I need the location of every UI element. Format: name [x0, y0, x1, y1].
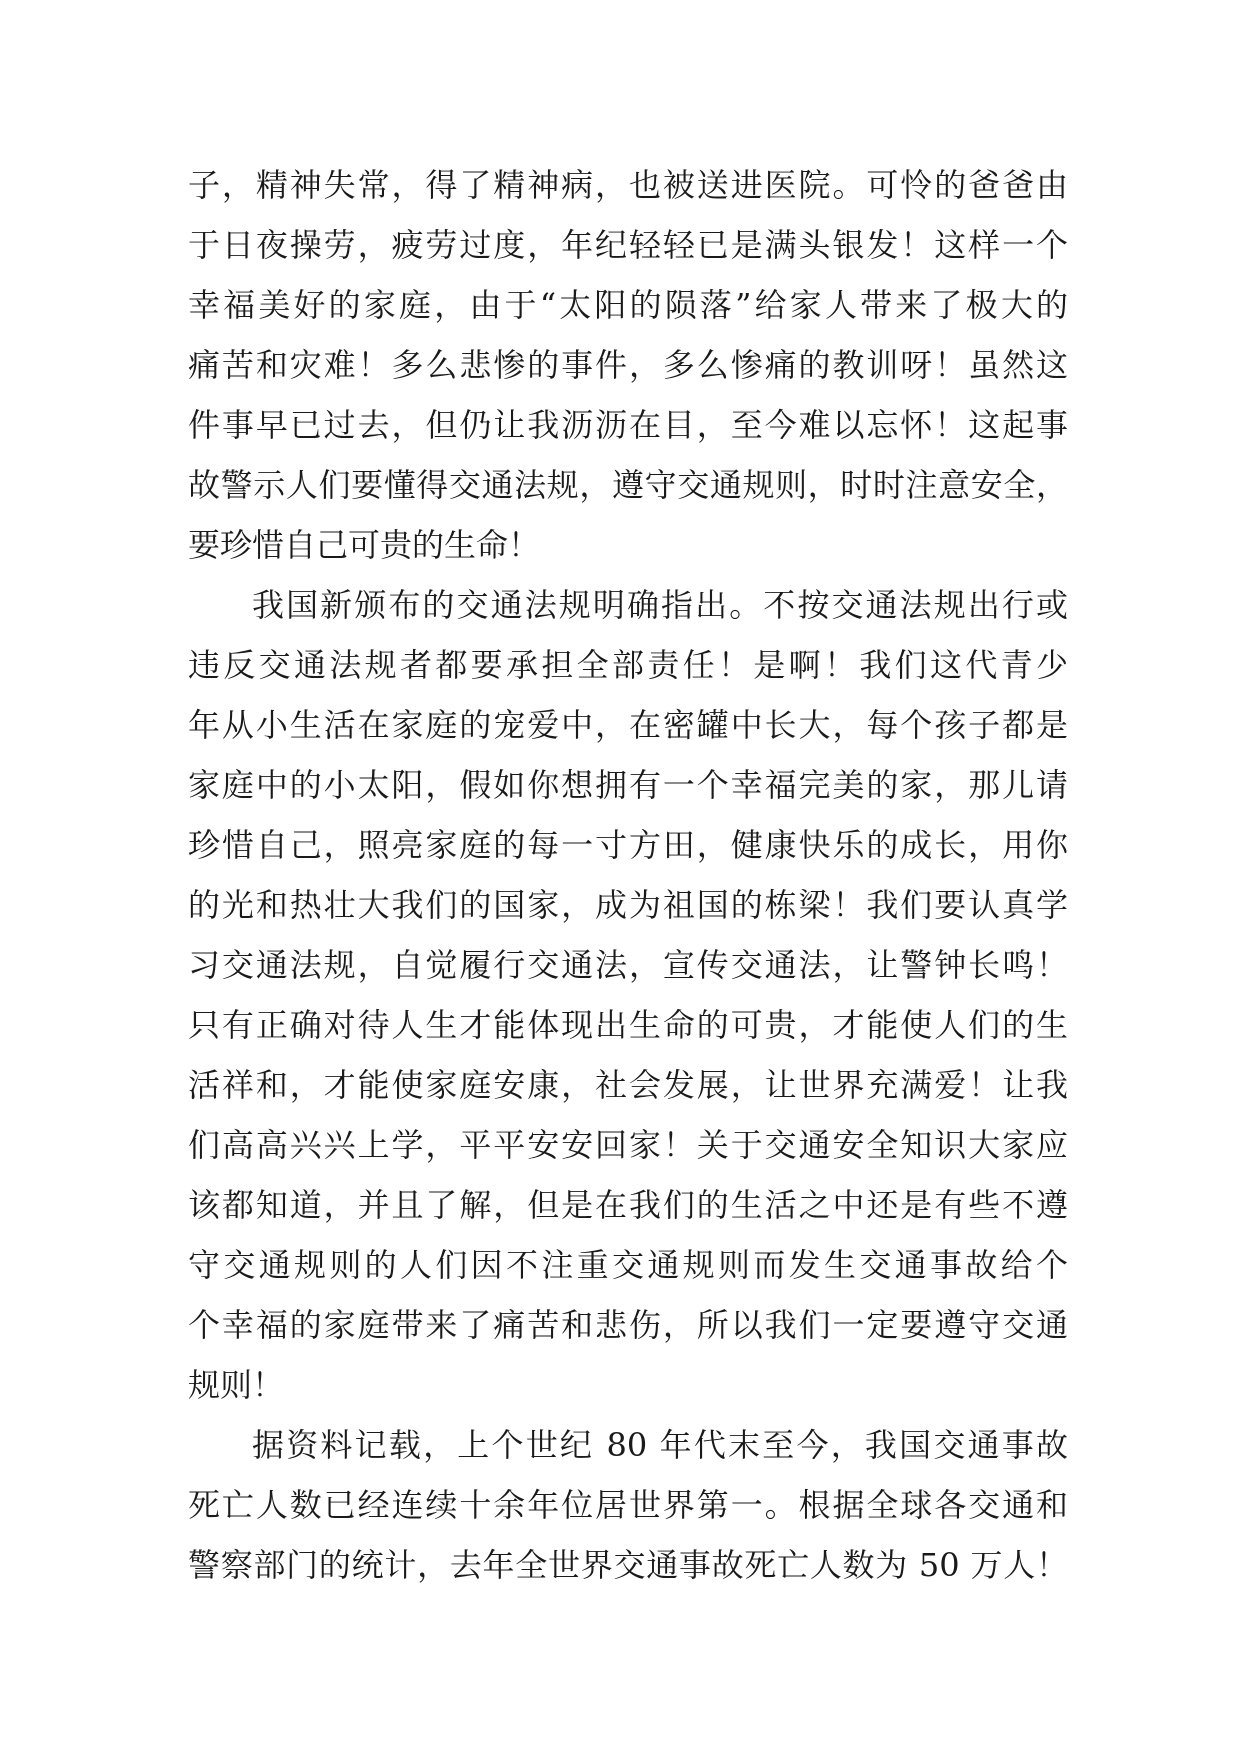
paragraph-2-line-8: 只有正确对待人生才能体现出生命的可贵，才能使人们的生: [188, 1006, 1068, 1044]
paragraph-1-line-7: 要珍惜自己可贵的生命！: [188, 526, 541, 564]
paragraph-3-line-3: 警察部门的统计，去年全世界交通事故死亡人数为 50 万人！: [188, 1546, 1068, 1584]
paragraph-1-line-3: 幸福美好的家庭，由于“太阳的陨落”给家人带来了极大的: [188, 286, 1068, 324]
paragraph-2-line-1: 我国新颁布的交通法规明确指出。不按交通法规出行或: [252, 586, 1068, 624]
paragraph-2-line-5: 珍惜自己，照亮家庭的每一寸方田，健康快乐的成长，用你: [188, 826, 1068, 864]
paragraph-2-line-13: 个幸福的家庭带来了痛苦和悲伤，所以我们一定要遵守交通: [188, 1306, 1068, 1344]
paragraph-2-line-2: 违反交通法规者都要承担全部责任！是啊！我们这代青少: [188, 646, 1068, 684]
paragraph-2-line-3: 年从小生活在家庭的宠爱中，在密罐中长大，每个孩子都是: [188, 706, 1068, 744]
paragraph-1-line-6: 故警示人们要懂得交通法规，遵守交通规则，时时注意安全，: [188, 466, 1068, 504]
paragraph-2-line-9: 活祥和，才能使家庭安康，社会发展，让世界充满爱！让我: [188, 1066, 1068, 1104]
paragraph-2-line-4: 家庭中的小太阳，假如你想拥有一个幸福完美的家，那儿请: [188, 766, 1068, 804]
paragraph-1-line-5: 件事早已过去，但仍让我沥沥在目，至今难以忘怀！这起事: [188, 406, 1068, 444]
paragraph-2-line-10: 们高高兴兴上学，平平安安回家！关于交通安全知识大家应: [188, 1126, 1068, 1164]
paragraph-2-line-14: 规则！: [188, 1366, 285, 1404]
paragraph-1-line-2: 于日夜操劳，疲劳过度，年纪轻轻已是满头银发！这样一个: [188, 226, 1068, 264]
paragraph-3-line-1: 据资料记载，上个世纪 80 年代末至今，我国交通事故: [252, 1426, 1068, 1464]
paragraph-2-line-6: 的光和热壮大我们的国家，成为祖国的栋梁！我们要认真学: [188, 886, 1068, 924]
paragraph-2-line-7: 习交通法规，自觉履行交通法，宣传交通法，让警钟长鸣！: [188, 946, 1068, 984]
paragraph-2-line-11: 该都知道，并且了解，但是在我们的生活之中还是有些不遵: [188, 1186, 1068, 1224]
paragraph-1-line-1: 子，精神失常，得了精神病，也被送进医院。可怜的爸爸由: [188, 166, 1068, 204]
paragraph-1-line-4: 痛苦和灾难！多么悲惨的事件，多么惨痛的教训呀！虽然这: [188, 346, 1068, 384]
paragraph-2-line-12: 守交通规则的人们因不注重交通规则而发生交通事故给个: [188, 1246, 1068, 1284]
paragraph-3-line-2: 死亡人数已经连续十余年位居世界第一。根据全球各交通和: [188, 1486, 1068, 1524]
